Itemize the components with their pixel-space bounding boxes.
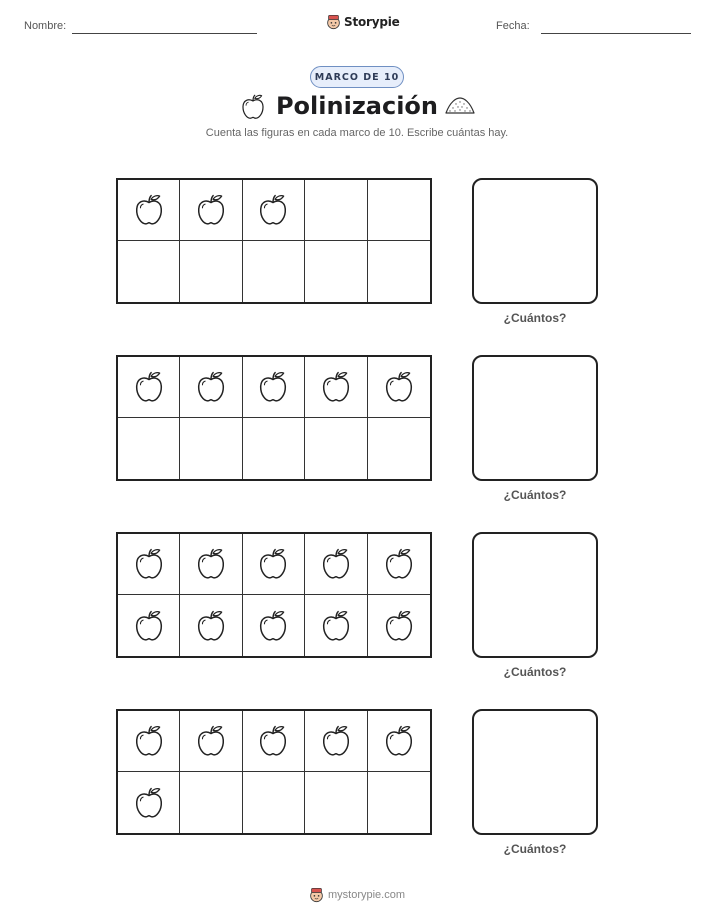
answer-label-2: ¿Cuántos?: [503, 488, 567, 502]
frame-cell: [180, 418, 242, 479]
frame-cell: [243, 241, 305, 302]
footer-site: mystorypie.com: [327, 889, 406, 901]
frame-cell: [368, 595, 430, 656]
apple-icon: [133, 787, 165, 819]
answer-label-4: ¿Cuántos?: [503, 842, 567, 856]
date-label: Fecha:: [496, 20, 530, 32]
ten-frame-2: [116, 355, 432, 481]
apple-icon: [383, 548, 415, 580]
apple-icon: [383, 725, 415, 757]
apple-icon: [257, 371, 289, 403]
frame-cell: [118, 772, 180, 833]
apple-icon: [257, 548, 289, 580]
frame-cell: [118, 241, 180, 302]
apple-icon: [195, 548, 227, 580]
frame-cell: [305, 711, 367, 772]
frame-cell: [118, 711, 180, 772]
answer-box-2[interactable]: [472, 355, 598, 481]
apple-icon: [195, 725, 227, 757]
apple-icon: [320, 548, 352, 580]
frame-cell: [368, 241, 430, 302]
answer-box-3[interactable]: [472, 532, 598, 658]
apple-icon: [320, 371, 352, 403]
frame-cell: [243, 180, 305, 241]
apple-icon: [195, 194, 227, 226]
storypie-mascot-icon: [326, 13, 341, 31]
apple-icon: [133, 610, 165, 642]
frame-cell: [180, 534, 242, 595]
apple-icon: [133, 194, 165, 226]
frame-cell: [368, 418, 430, 479]
frame-cell: [368, 534, 430, 595]
apple-icon: [257, 194, 289, 226]
frame-cell: [368, 772, 430, 833]
frame-cell: [180, 180, 242, 241]
frame-cell: [243, 711, 305, 772]
frame-cell: [243, 357, 305, 418]
frame-cell: [243, 595, 305, 656]
answer-label-1: ¿Cuántos?: [503, 311, 567, 325]
name-field[interactable]: [72, 33, 257, 34]
ten-frame-1: [116, 178, 432, 304]
frame-cell: [305, 534, 367, 595]
apple-icon: [133, 371, 165, 403]
frame-cell: [180, 711, 242, 772]
apple-icon: [383, 610, 415, 642]
ten-frame-3: [116, 532, 432, 658]
frame-cell: [243, 772, 305, 833]
frame-cell: [305, 595, 367, 656]
brand-name: Storypie: [344, 15, 400, 29]
frame-cell: [180, 772, 242, 833]
page-title: Polinización: [275, 92, 439, 120]
frame-cell: [368, 180, 430, 241]
apple-icon: [320, 610, 352, 642]
frame-cell: [118, 418, 180, 479]
pollen-mound-icon: [444, 96, 476, 116]
apple-icon: [383, 371, 415, 403]
frame-cell: [305, 357, 367, 418]
name-label: Nombre:: [24, 20, 67, 32]
frame-cell: [180, 595, 242, 656]
ten-frame-4: [116, 709, 432, 835]
storypie-mascot-icon: [309, 886, 324, 904]
frame-cell: [118, 180, 180, 241]
worksheet-type-badge: MARCO DE 10: [310, 66, 404, 88]
frame-cell: [368, 357, 430, 418]
answer-label-3: ¿Cuántos?: [503, 665, 567, 679]
answer-box-4[interactable]: [472, 709, 598, 835]
frame-cell: [118, 357, 180, 418]
apple-icon: [257, 725, 289, 757]
apple-icon: [320, 725, 352, 757]
frame-cell: [305, 772, 367, 833]
footer: [0, 886, 714, 904]
frame-cell: [305, 418, 367, 479]
frame-cell: [118, 595, 180, 656]
frame-cell: [305, 241, 367, 302]
brand-logo: [326, 13, 400, 31]
frame-cell: [243, 418, 305, 479]
apple-icon: [195, 610, 227, 642]
frame-cell: [243, 534, 305, 595]
apple-icon: [133, 548, 165, 580]
date-field[interactable]: [541, 33, 691, 34]
frame-cell: [118, 534, 180, 595]
frame-cell: [180, 241, 242, 302]
answer-box-1[interactable]: [472, 178, 598, 304]
frame-cell: [368, 711, 430, 772]
apple-icon: [257, 610, 289, 642]
apple-icon: [133, 725, 165, 757]
frame-cell: [180, 357, 242, 418]
frame-cell: [305, 180, 367, 241]
instructions: Cuenta las figuras en cada marco de 10. Escribe cuántas hay.: [205, 127, 509, 139]
apple-icon: [195, 371, 227, 403]
